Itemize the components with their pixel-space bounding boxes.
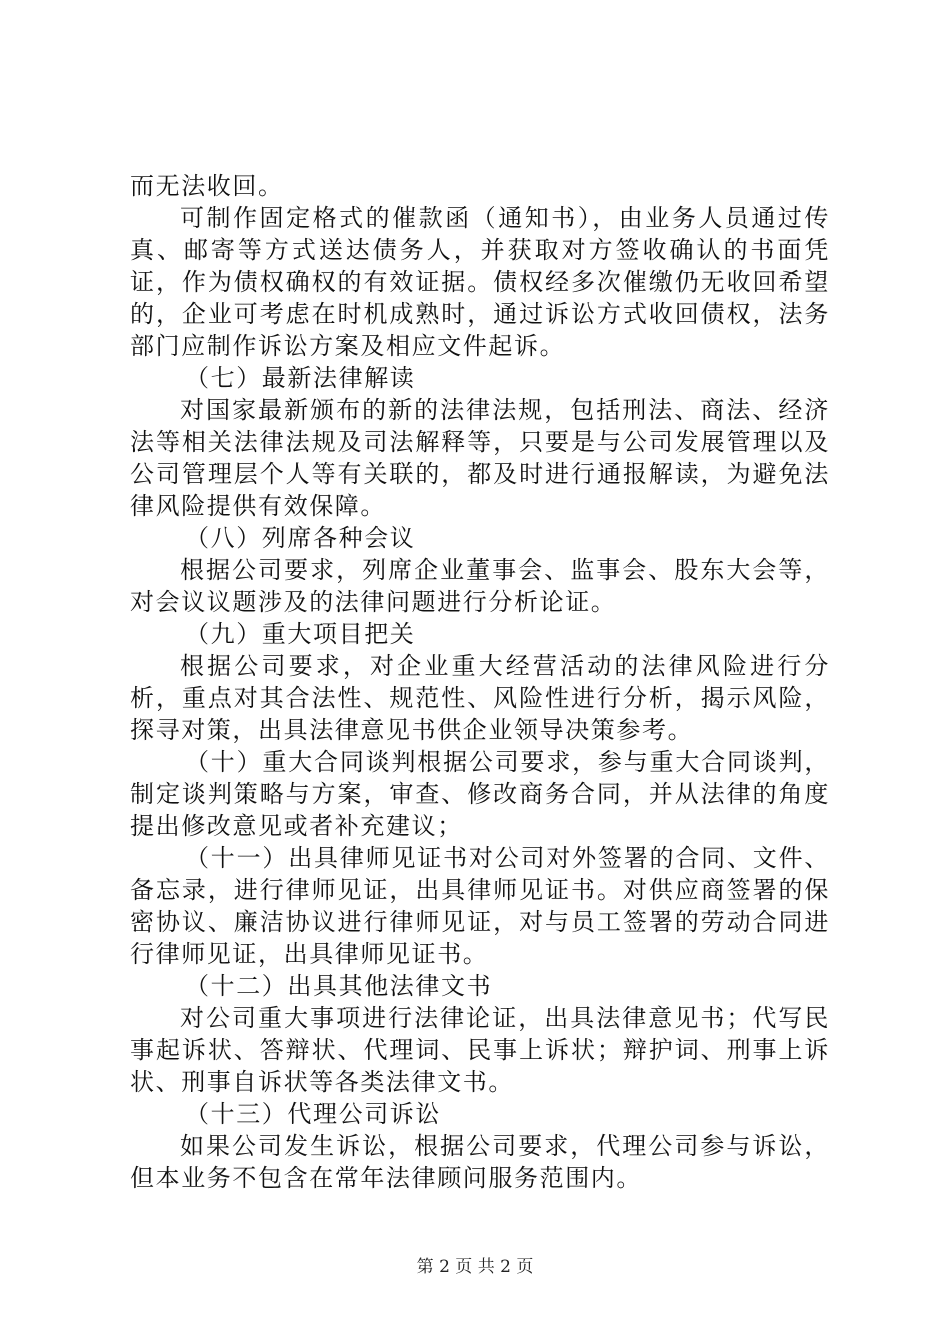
paragraph-law-interpretation: 对国家最新颁布的新的法律法规，包括刑法、商法、经济法等相关法律法规及司法解释等，只要是与公司发展管理以及公司管理层个人等有关联的，都及时进行通报解读，为避免法律风险提供有效保障。 [130, 396, 830, 520]
section-heading-8: （八）列席各种会议 [185, 524, 416, 552]
paragraph-legal-documents: 对公司重大事项进行法律论证，出具法律意见书；代写民事起诉状、答辩状、代理词、民事上诉状；辩护词、刑事上诉状、刑事自诉状等各类法律文书。 [130, 1004, 830, 1096]
paragraph-meetings: 根据公司要求，列席企业董事会、监事会、股东大会等，对会议议题涉及的法律问题进行分析论证。 [130, 556, 830, 616]
section-heading-13: （十三）代理公司诉讼 [185, 1100, 441, 1128]
section-heading-9: （九）重大项目把关 [185, 620, 416, 648]
paragraph-continuation: 而无法收回。 [130, 172, 284, 200]
paragraph-litigation: 如果公司发生诉讼，根据公司要求，代理公司参与诉讼，但本业务不包含在常年法律顾问服务范围内。 [130, 1132, 830, 1192]
paragraph-major-projects: 根据公司要求，对企业重大经营活动的法律风险进行分析，重点对其合法性、规范性、风险性进行分析，揭示风险，探寻对策，出具法律意见书供企业领导决策参考。 [130, 652, 830, 744]
document-body [130, 170, 830, 1194]
page-number-footer: 第 2 页 共 2 页 [416, 1257, 534, 1277]
section-heading-12: （十二）出具其他法律文书 [185, 972, 493, 1000]
section-heading-11: （十一）出具律师见证书对公司对外签署的合同、文件、备忘录，进行律师见证，出具律师见证书。对供应商签署的保密协议、廉洁协议进行律师见证，对与员工签署的劳动合同进行律师见证，出具律师见证书。 [130, 844, 830, 968]
section-heading-7: （七）最新法律解读 [185, 364, 416, 392]
paragraph-collection-letter: 可制作固定格式的催款函（通知书），由业务人员通过传真、邮寄等方式送达债务人，并获取对方签收确认的书面凭证，作为债权确权的有效证据。债权经多次催缴仍无收回希望的，企业可考虑在时机成熟时，通过诉讼方式收回债权，法务部门应制作诉讼方案及相应文件起诉。 [130, 204, 830, 360]
section-heading-10: （十）重大合同谈判根据公司要求，参与重大合同谈判，制定谈判策略与方案，审查、修改商务合同，并从法律的角度提出修改意见或者补充建议； [130, 748, 830, 840]
